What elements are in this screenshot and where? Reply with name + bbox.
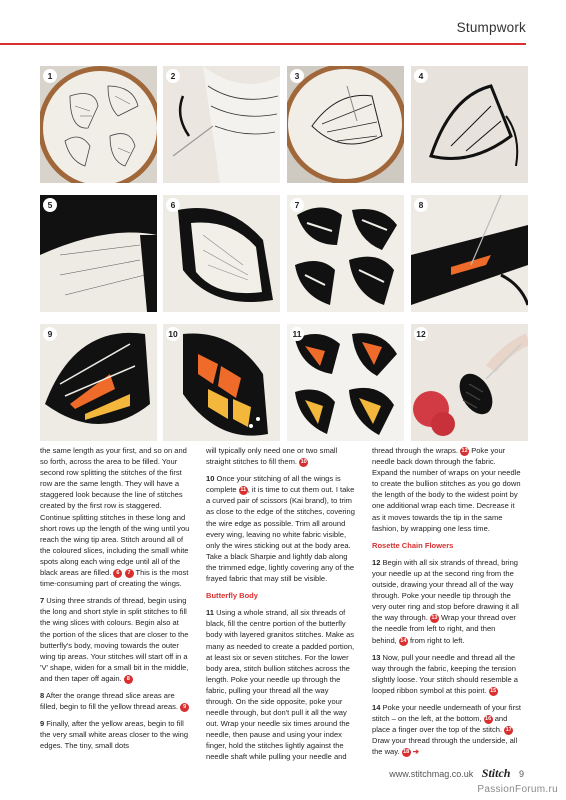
column-3 [372,445,522,763]
step-badge: 16 [485,716,492,723]
article-body [40,445,528,765]
photo-number: 12 [414,327,428,341]
step-photo-10 [163,324,280,441]
continue-arrow-icon: ➔ [410,747,420,757]
photo-needle-outline [163,66,280,183]
step-number: 14 [372,702,381,712]
step-photo-1 [40,66,157,183]
photo-black-outline [411,66,528,183]
photo-number: 1 [43,69,57,83]
watermark: PassionForum.ru [477,784,558,795]
paragraph: 10 Once your stitching of all the wings is complete 11 , it is time to cut them out. I take a curved pair of scissors (Kai brand), to trim as close to the edge of the stitches, covering the wire edge as possible. Trim all around every wing, leaving no white fabric visible, only the wires sticking out at the body area. Take a black Sharpie and lightly dab along the trimmed edge, lightly covering any of the frayed fabric that may still be visible. [206,474,355,584]
step-badge: 6 [113,569,122,578]
photo-number: 9 [43,327,57,341]
subheading-rosette-chain-flowers: Rosette Chain Flowers [372,540,454,550]
photo-number: 4 [414,69,428,83]
photo-cut-wings [287,324,404,441]
step-badge: 11 [240,487,247,494]
footer-brand-logo: Stitch [481,766,511,780]
paragraph: the same length as your first, and so on and so forth, across the area to be filled. Your second row splitting the stitches of the first row are the same length. They will have a staggered look because the line of stitches created by the first row is staggered. Continue splitting stitches in these long and short rows up the length of the wing until you reach the wing tip area. Stitch around all of the coloured slices, including the small white spots along each wing edge until all of the black areas are filled. 6 7 This is the most time-consuming part of creating the wings. [40,446,190,589]
step-number: 8 [40,690,45,700]
step-photo-7 [287,195,404,312]
step-badge: 7 [125,569,134,578]
step-badge: 17 [505,727,512,734]
step-badge: 10 [300,459,307,466]
paragraph: thread through the wraps. 12 Poke your needle back down through the fabric. Expand the number of wraps on your needle to create the bullion stitches as you go down the length of the body to the widest point by one additional wrap each time. Decrease it as it moves towards the tip in the same fashion, by wrapping one less time. [372,446,521,533]
page-number: 9 [518,769,524,779]
photo-orange-yellow-fill [40,324,157,441]
photo-number: 7 [290,198,304,212]
step-badge: 12 [461,448,468,454]
photo-four-black-wings [287,195,404,312]
paragraph: 13 Now, pull your needle and thread all the way through the fabric, keeping the tension slightly loose. Your stitch should resemble a looped ribbon symbol at this point. 15 [372,652,518,695]
step-number: 12 [372,557,381,567]
photo-black-fill-start [40,195,157,312]
paragraph: 8 After the orange thread slice areas are filled, begin to fill the yellow thread areas. 9 [40,690,190,712]
paragraph: 9 Finally, after the yellow areas, begin to fill the very small white areas closer to the wing edges. The tiny, small dots [40,719,189,751]
photo-grid [40,66,528,441]
column-1 [40,445,190,757]
step-badge: 14 [400,637,407,644]
step-badge: 8 [124,675,133,684]
photo-black-wing-edge [163,195,280,312]
photo-number: 8 [414,198,428,212]
step-badge: 13 [431,615,438,622]
photo-number: 2 [166,69,180,83]
step-number: 9 [40,719,45,729]
section-rule [0,43,526,45]
step-photo-4 [411,66,528,183]
photo-wing-outline-hoop [287,66,404,183]
column-2 [206,445,356,769]
step-badge: 15 [490,687,497,694]
step-number: 7 [40,596,45,606]
step-photo-5 [40,195,157,312]
step-photo-11 [287,324,404,441]
step-photo-2 [163,66,280,183]
photo-number: 10 [166,327,180,341]
step-photo-6 [163,195,280,312]
photo-number: 6 [166,198,180,212]
photo-number: 3 [290,69,304,83]
step-photo-12 [411,324,528,441]
photo-number: 11 [290,327,304,341]
paragraph: will typically only need one or two small straight stitches to fill them. 10 [206,446,338,467]
subheading-butterfly-body: Butterfly Body [206,591,258,601]
paragraph: 11 Using a whole strand, all six threads of black, fill the centre portion of the butterfly body with layered granitos stitches. Make as many as needed to create a padded portion, at least six or seven stitches. For the lower body area, stitch bullion stitches across the length. Poke your needle up through the fabric, pulling your thread all the way through. On the side opposite, poke your needle through, but don't pull it all the way out. Wrap your needle six times around the needle, then pause and using your index finger, hold the stitches lightly against the needle shaft while pulling your needle and [206,608,355,762]
step-number: 13 [372,652,381,662]
photo-number: 5 [43,198,57,212]
step-number: 10 [206,474,215,484]
step-badge: 9 [180,703,189,712]
step-photo-9 [40,324,157,441]
photo-colored-wing [163,324,280,441]
page-footer [389,766,524,781]
footer-url[interactable]: www.stitchmag.co.uk [389,769,474,779]
step-photo-8 [411,195,528,312]
photo-body-bullion [411,324,528,441]
paragraph: 12 Begin with all six strands of thread, bring your needle up at the second ring from the outside, drawing your thread all of the way through. Poke your needle tip through the very outer ring and stop before drawing it all the way through. 13 Wrap your thread over the needle from left to right, and then behind, 14 from right to left. [372,557,519,645]
photo-hoop-outlines [40,66,157,183]
step-badge: 18 [403,749,410,756]
photo-orange-start [411,195,528,312]
paragraph: 14 Poke your needle underneath of your first stitch – on the left, at the bottom, 16 and place a finger over the top of the stitch. 17 Draw your thread through the underside, all the way. 18 ➔ [372,702,521,757]
step-photo-3 [287,66,404,183]
section-title: Stumpwork [456,20,526,35]
step-number: 11 [206,608,214,618]
paragraph: 7 Using three strands of thread, begin using the long and short style in split stitches to fill the wing slices with colours. Begin also at the portion of the slices that are closer to the butterfly's body, moving towards the outer wing tip areas. Your stitches will start off in a 'V' shape, widen for a small bit in the middle, and then taper off again. 8 [40,596,189,683]
